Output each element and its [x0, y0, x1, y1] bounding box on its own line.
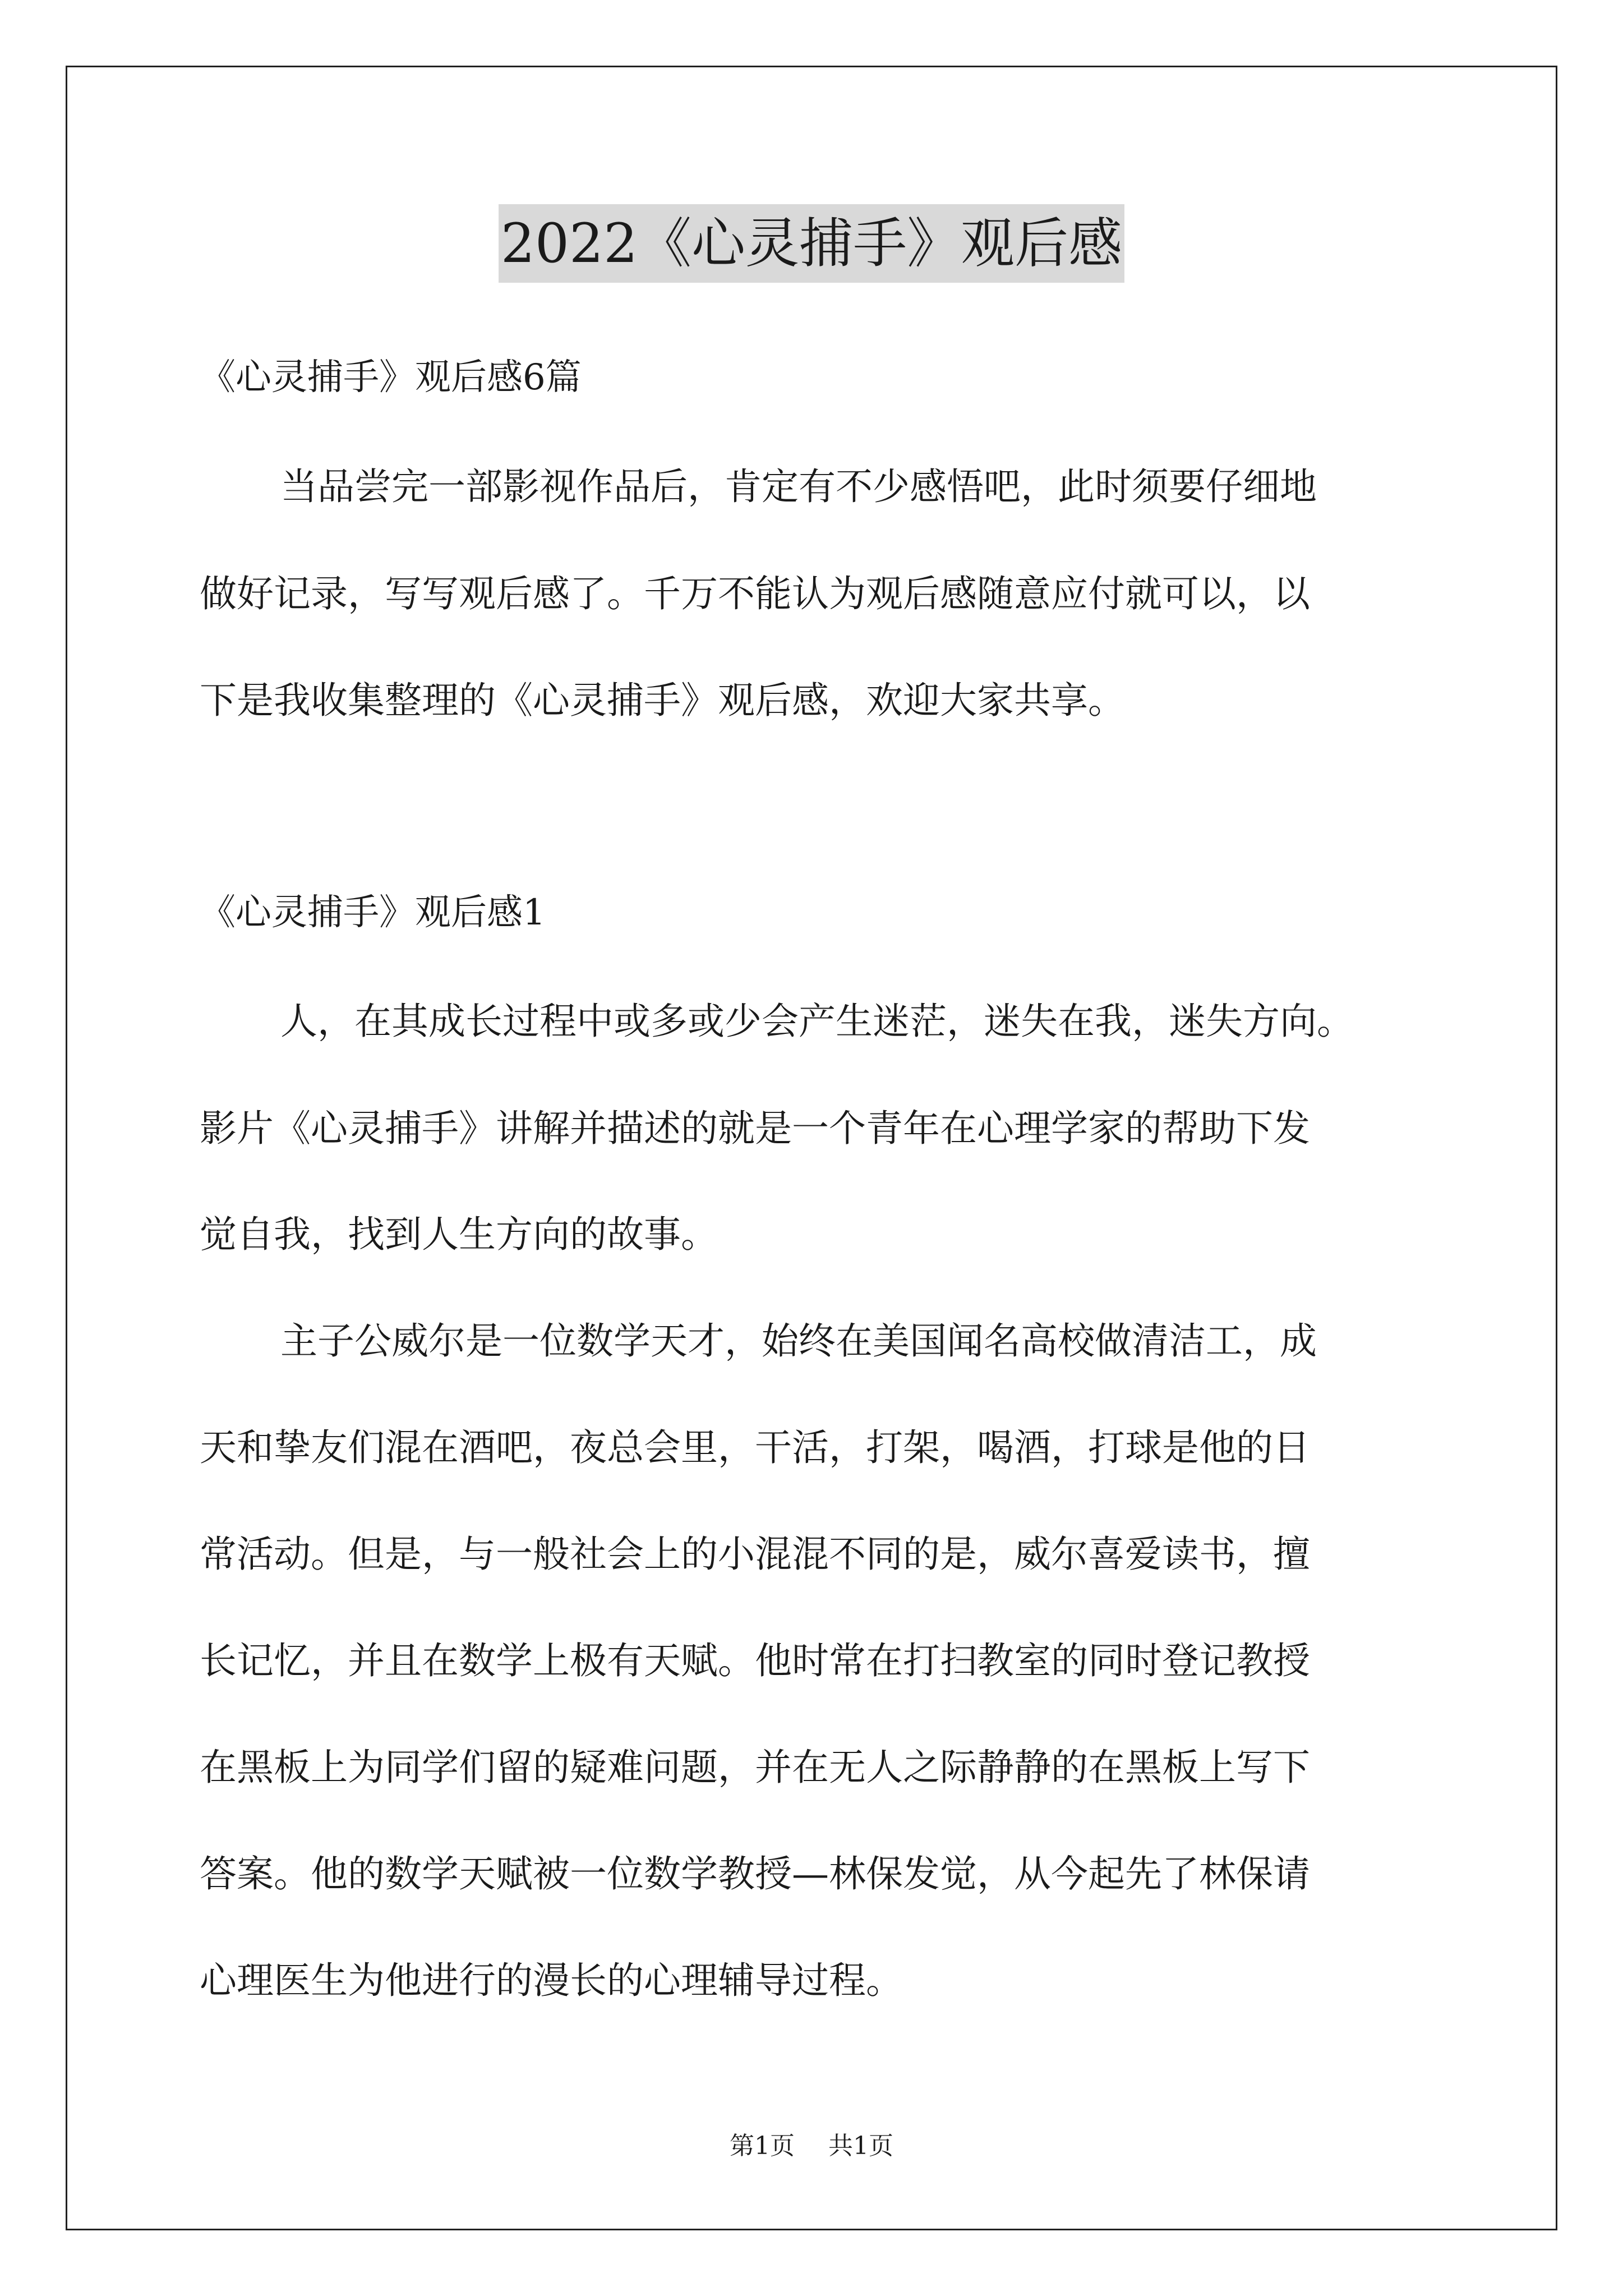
title-container	[0, 204, 1623, 283]
intro-line: 当品尝完一部影视作品后，肯定有不少感悟吧，此时须要仔细地	[280, 465, 1317, 508]
intro-line: 下是我收集整理的《心灵捕手》观后感，欢迎大家共享。	[200, 679, 1125, 722]
section-heading: 《心灵捕手》观后感1	[200, 892, 546, 933]
page-total: 共1页	[828, 2132, 893, 2160]
paragraph-line: 影片《心灵捕手》讲解并描述的就是一个青年在心理学家的帮助下发	[200, 1107, 1310, 1150]
paragraph-line: 天和挚友们混在酒吧，夜总会里，干活，打架，喝酒，打球是他的日	[200, 1426, 1310, 1469]
paragraph-line: 人，在其成长过程中或多或少会产生迷茫，迷失在我，迷失方向。	[280, 1000, 1354, 1043]
page-footer	[0, 2129, 1623, 2163]
document-subtitle: 《心灵捕手》观后感6篇	[200, 357, 582, 398]
paragraph-line: 觉自我，找到人生方向的故事。	[200, 1213, 718, 1256]
paragraph-line: 心理医生为他进行的漫长的心理辅导过程。	[200, 1959, 903, 2002]
intro-line: 做好记录，写写观后感了。千万不能认为观后感随意应付就可以，以	[200, 572, 1310, 615]
paragraph-line: 常活动。但是，与一般社会上的小混混不同的是，威尔喜爱读书，擅	[200, 1533, 1310, 1576]
paragraph-line: 长记忆，并且在数学上极有天赋。他时常在打扫教室的同时登记教授	[200, 1639, 1310, 1682]
document-title: 2022《心灵捕手》观后感	[499, 204, 1124, 283]
paragraph-line: 在黑板上为同学们留的疑难问题，并在无人之际静静的在黑板上写下	[200, 1746, 1310, 1789]
paragraph-line: 主子公威尔是一位数学天才，始终在美国闻名高校做清洁工，成	[280, 1319, 1317, 1363]
paragraph-line: 答案。他的数学天赋被一位数学教授—林保发觉，从今起先了林保请	[200, 1852, 1310, 1895]
page-number: 第1页	[730, 2132, 795, 2160]
